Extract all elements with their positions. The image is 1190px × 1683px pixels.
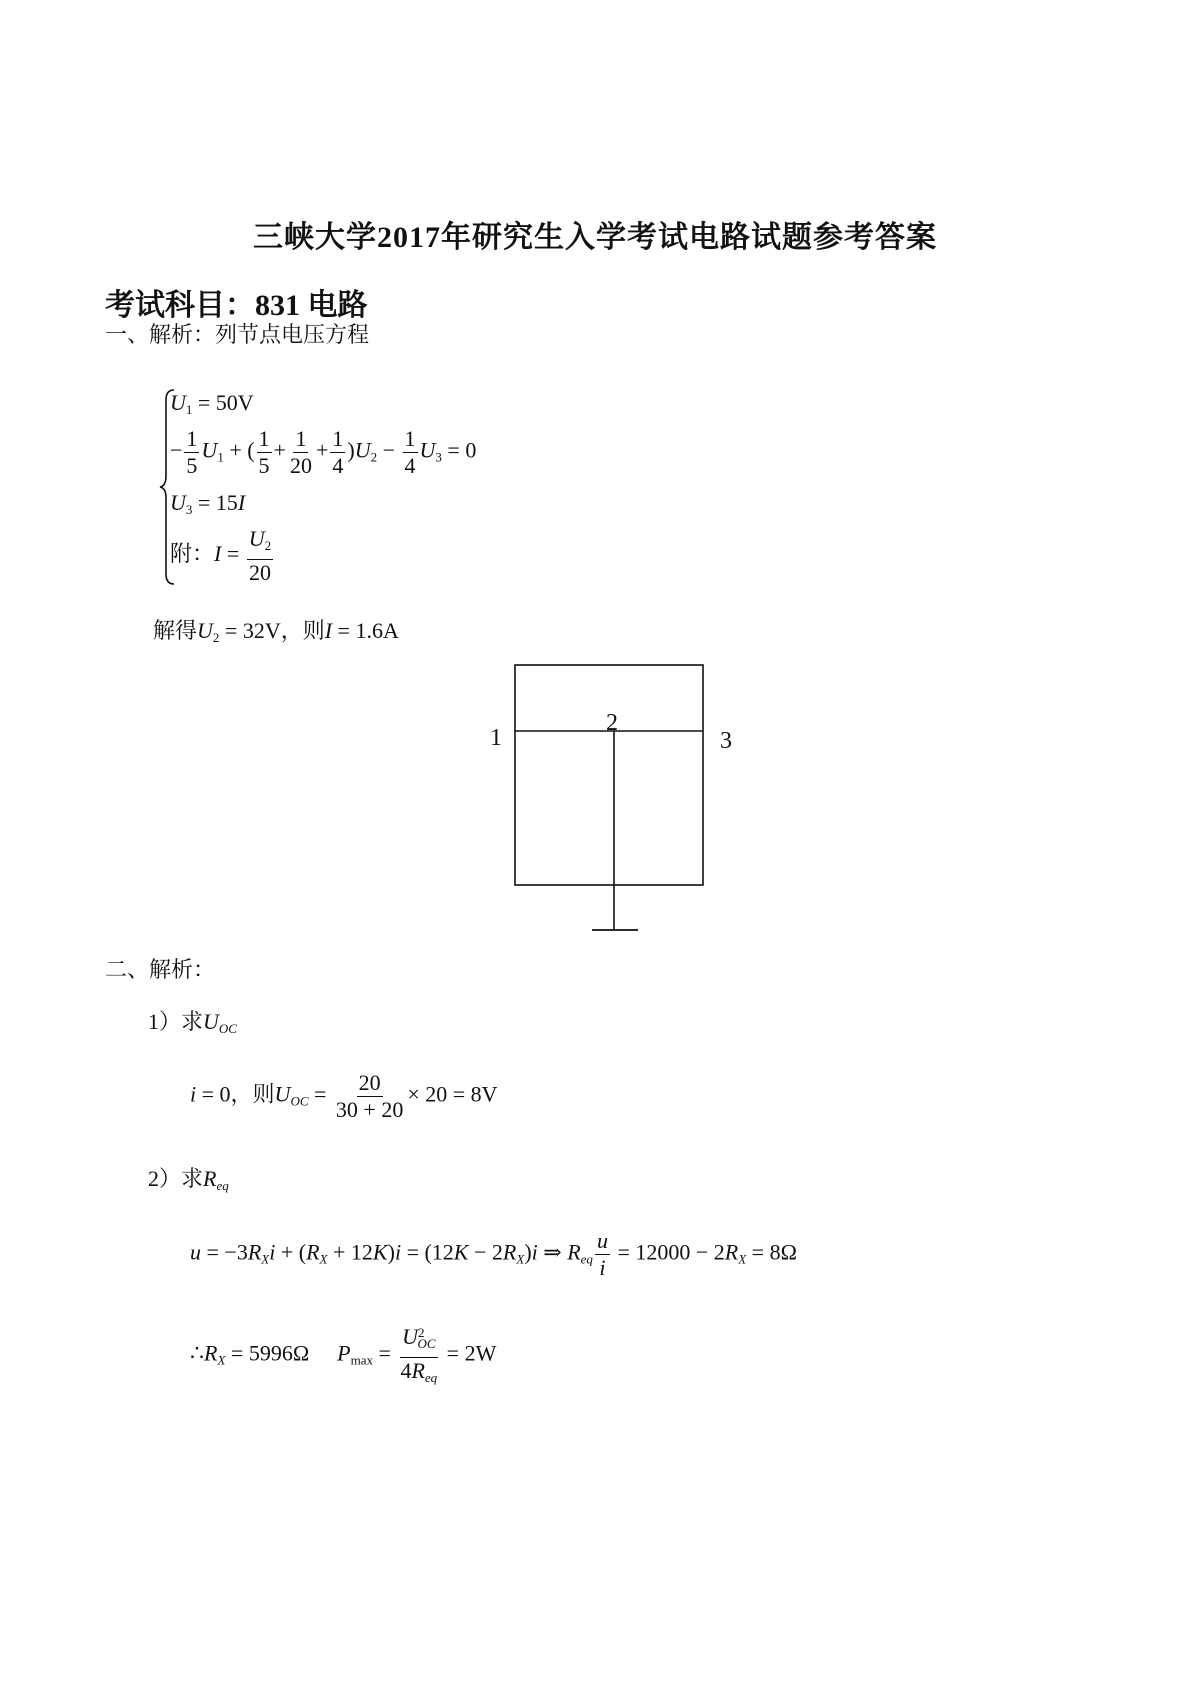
exam-subject: 考试科目：831 电路 (105, 289, 368, 322)
equation-3: $U_3 = 15I$ (170, 490, 246, 517)
equation-4: 附：I = $\frac{U_2}{20}$ (170, 526, 272, 585)
node-diagram (490, 660, 740, 940)
step2-equation: $u = -3R_Xi + (R_X + 12K)i = (12K - 2R_X)i$ ⇒ $R_{eq}$ $\frac{u}{i}$ = $12000 - 2R_X = 8\Omega$ (190, 1228, 797, 1280)
section1-heading: 一、解析：列节点电压方程 (105, 322, 370, 347)
node-label-3: 3 (720, 728, 732, 754)
step3-equation: $\therefore R_X = 5996\Omega$ $P_{max}$ = $\frac{U^2_{OC}}{4R_{eq}}$ = 2W (190, 1320, 496, 1391)
outer-rectangle (515, 665, 703, 885)
step1-label: 1）求$U_{OC}$ (148, 1009, 237, 1036)
equation-1: $U_1 = 50V$ (170, 390, 254, 417)
result-line: 解得$U_2 = 32V$，则I = 1.6A (153, 618, 399, 645)
node-label-2: 2 (606, 710, 618, 736)
step1-equation: i = 0，则$U_{OC}$ = $\frac{20}{30 + 20}$ × 20 = 8V (190, 1070, 498, 1122)
equation-2: − $\frac{1}{5}$ $U_1$ + ( $\frac{1}{5}$ + $\frac{1}{20}$ + $\frac{1}{4}$ )$U_2$ − $\frac{1}{4}$ $U_3 = 0$ (170, 426, 477, 478)
page-title: 三峡大学2017年研究生入学考试电路试题参考答案 (253, 221, 937, 254)
section2-heading: 二、解析： (105, 957, 216, 982)
node-label-1: 1 (490, 725, 502, 751)
step2-label: 2）求$R_{eq}$ (148, 1166, 229, 1193)
node-diagram-svg (500, 660, 740, 940)
